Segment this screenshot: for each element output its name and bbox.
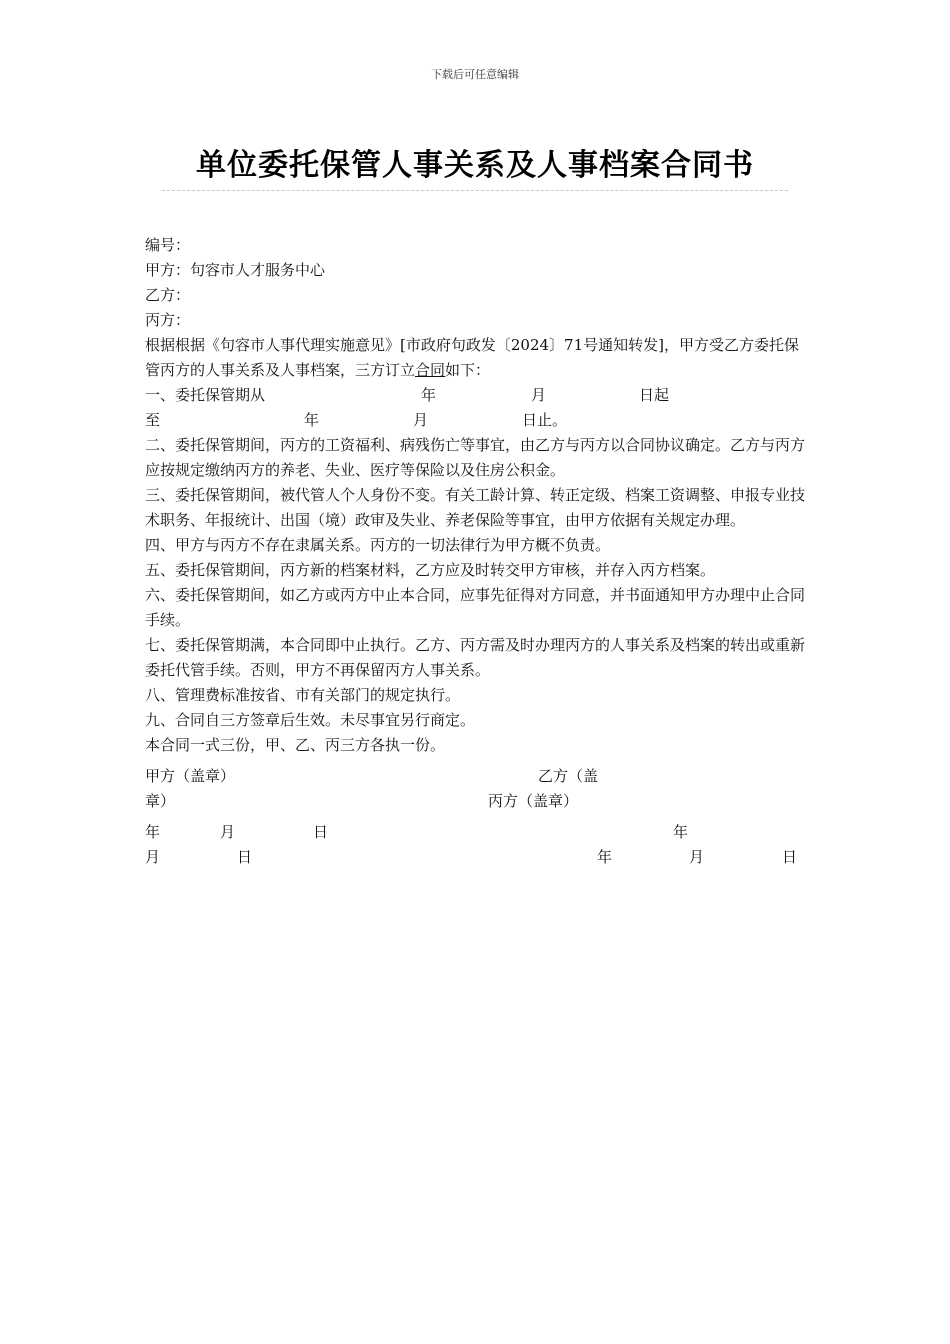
field-party-b: 乙方： xyxy=(145,286,191,304)
clause-6: 六、委托保管期间，如乙方或丙方中止本合同，应事先征得对方同意，并书面通知甲方办理中止合同手续。 xyxy=(145,586,806,629)
clause-1-line-2 xyxy=(145,408,805,433)
date-a-month: 月 xyxy=(220,823,236,841)
field-party-c: 丙方： xyxy=(145,311,191,329)
clause-4: 四、甲方与丙方不存在隶属关系。丙方的一切法律行为甲方概不负责。 xyxy=(145,536,611,554)
field-party-a: 甲方：句容市人才服务中心 xyxy=(145,261,326,279)
copies-clause: 本合同一式三份，甲、乙、丙三方各执一份。 xyxy=(145,736,446,754)
date-c-day: 日 xyxy=(782,848,798,866)
clause-1-month-start: 月 xyxy=(531,386,547,404)
date-b-year: 年 xyxy=(673,823,689,841)
document-title: 单位委托保管人事关系及人事档案合同书 xyxy=(196,148,754,183)
field-number: 编号： xyxy=(145,236,191,254)
title-divider xyxy=(162,190,788,191)
clause-1-day-start: 日起 xyxy=(639,386,670,404)
party-c-seal: 丙方（盖章） xyxy=(488,792,579,810)
clause-8: 八、管理费标准按省、市有关部门的规定执行。 xyxy=(145,686,461,704)
clause-1-day-end: 日止。 xyxy=(522,411,568,429)
date-row-2 xyxy=(145,845,805,870)
date-b-day: 日 xyxy=(237,848,253,866)
clause-5: 五、委托保管期间，丙方新的档案材料，乙方应及时转交甲方审核，并存入丙方档案。 xyxy=(145,561,716,579)
clause-1-line-1 xyxy=(145,383,805,408)
preamble-paragraph xyxy=(145,333,805,383)
date-c-month: 月 xyxy=(689,848,705,866)
clause-1-start: 一、委托保管期从 xyxy=(145,386,266,404)
party-b-seal-end: 章） xyxy=(145,792,176,810)
clause-1-to: 至 xyxy=(145,411,161,429)
document-body xyxy=(145,233,805,870)
date-a-year: 年 xyxy=(145,823,161,841)
date-b-month: 月 xyxy=(145,848,161,866)
signature-row-1 xyxy=(145,764,805,789)
clause-1-year-start: 年 xyxy=(421,386,437,404)
preamble-end: 如下： xyxy=(445,361,491,379)
clause-7: 七、委托保管期满，本合同即中止执行。乙方、丙方需及时办理丙方的人事关系及档案的转出或重新委托代管手续。否则，甲方不再保留丙方人事关系。 xyxy=(145,636,806,679)
party-b-seal-start: 乙方（盖 xyxy=(538,767,599,785)
contract-link[interactable]: 合同 xyxy=(415,361,446,379)
header-note: 下载后可任意编辑 xyxy=(431,68,519,81)
date-row-1 xyxy=(145,820,805,845)
preamble-text: 根据根据《句容市人事代理实施意见》[市政府句政发〔2024〕71号通知转发]，甲方受乙方委托保管丙方的人事关系及人事档案，三方订立 xyxy=(145,336,799,379)
clause-3: 三、委托保管期间，被代管人个人身份不变。有关工龄计算、转正定级、档案工资调整、申报专业技术职务、年报统计、出国（境）政审及失业、养老保险等事宜，由甲方依据有关规定办理。 xyxy=(145,486,806,529)
date-c-year: 年 xyxy=(597,848,613,866)
clause-1-year-end: 年 xyxy=(304,411,320,429)
party-a-seal: 甲方（盖章） xyxy=(145,767,236,785)
signature-row-2 xyxy=(145,789,805,814)
clause-1-month-end: 月 xyxy=(413,411,429,429)
clause-9: 九、合同自三方签章后生效。未尽事宜另行商定。 xyxy=(145,711,476,729)
clause-2: 二、委托保管期间，丙方的工资福利、病残伤亡等事宜，由乙方与丙方以合同协议确定。乙方与丙方应按规定缴纳丙方的养老、失业、医疗等保险以及住房公积金。 xyxy=(145,436,806,479)
date-a-day: 日 xyxy=(313,823,329,841)
